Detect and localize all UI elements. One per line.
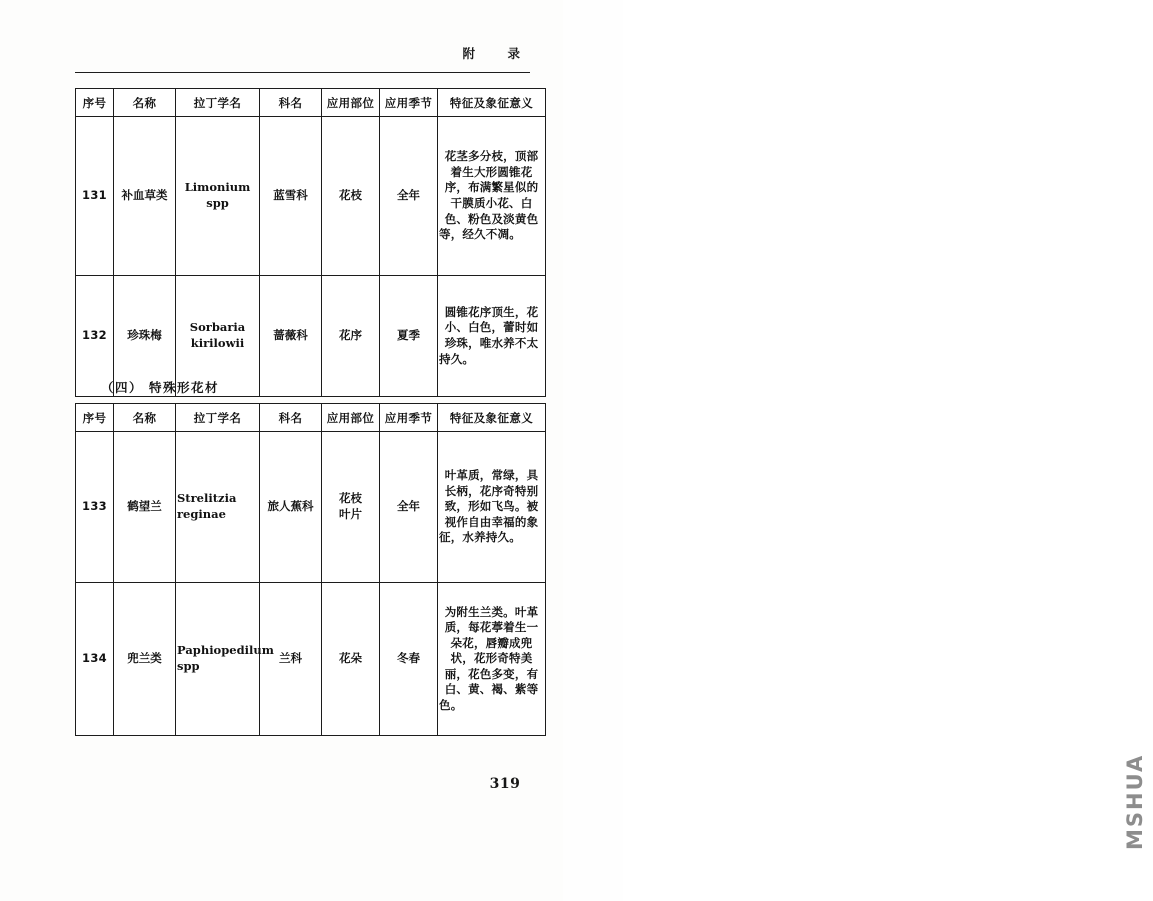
cell-family: 旅人蕉科 (260, 432, 322, 583)
column-header-family: 科名 (260, 404, 322, 432)
cell-no: 132 (76, 276, 114, 397)
table-row (76, 432, 546, 583)
table-header-row (76, 89, 546, 117)
column-header-latin: 拉丁学名 (176, 404, 260, 432)
section-title: 特殊形花材 (149, 380, 220, 395)
cell-latin: Limonium spp (176, 117, 260, 276)
section-heading (101, 378, 219, 396)
column-header-season: 应用季节 (380, 89, 438, 117)
cell-name: 珍珠梅 (114, 276, 176, 397)
column-header-part: 应用部位 (322, 89, 380, 117)
document-page (0, 0, 563, 901)
cell-family: 蓝雪科 (260, 117, 322, 276)
cell-season: 冬春 (380, 583, 438, 736)
cell-latin: Sorbaria kirilowii (176, 276, 260, 397)
cell-season: 夏季 (380, 276, 438, 397)
running-head: 附 录 (462, 46, 530, 61)
cell-part-line2: 叶片 (339, 507, 362, 521)
cell-family: 兰科 (260, 583, 322, 736)
cell-name: 兜兰类 (114, 583, 176, 736)
cell-part-line1: 花枝 (339, 491, 362, 506)
column-header-latin: 拉丁学名 (176, 89, 260, 117)
cell-description: 为附生兰类。叶革质，每花葶着生一朵花，唇瓣成兜状，花形奇特美丽，花色多变，有白、黄、褐、紫等色。 (438, 583, 546, 736)
column-header-no: 序号 (76, 89, 114, 117)
column-header-season: 应用季节 (380, 404, 438, 432)
table-row (76, 117, 546, 276)
cell-name: 鹤望兰 (114, 432, 176, 583)
page-number: 319 (489, 776, 521, 792)
column-header-desc: 特征及象征意义 (438, 89, 546, 117)
column-header-no: 序号 (76, 404, 114, 432)
cell-no: 134 (76, 583, 114, 736)
column-header-name: 名称 (114, 89, 176, 117)
cell-description: 叶革质，常绿，具长柄，花序奇特别致，形如飞鸟。被视作自由幸福的象征，水养持久。 (438, 432, 546, 583)
cell-name: 补血草类 (114, 117, 176, 276)
cell-season: 全年 (380, 117, 438, 276)
cell-latin: Paphiopedilum spp (176, 583, 260, 736)
cell-no: 131 (76, 117, 114, 276)
header-rule (75, 72, 530, 73)
cell-part: 花枝 (322, 117, 380, 276)
flower-material-table-1 (75, 88, 546, 397)
section-number: （四） (101, 380, 144, 395)
column-header-name: 名称 (114, 404, 176, 432)
cell-family: 蔷薇科 (260, 276, 322, 397)
table-header-row (76, 404, 546, 432)
watermark-text: MSHUA (1123, 753, 1147, 850)
cell-latin: Strelitzia reginae (176, 432, 260, 583)
cell-description: 花茎多分枝，顶部着生大形圆锥花序，布满繁星似的干膜质小花、白色、粉色及淡黄色等，经久不凋。 (438, 117, 546, 276)
column-header-family: 科名 (260, 89, 322, 117)
column-header-desc: 特征及象征意义 (438, 404, 546, 432)
cell-no: 133 (76, 432, 114, 583)
cell-part: 花朵 (322, 583, 380, 736)
cell-description: 圆锥花序顶生，花小、白色，蕾时如珍珠，唯水养不太持久。 (438, 276, 546, 397)
flower-material-table-2 (75, 403, 546, 736)
table-row (76, 583, 546, 736)
cell-part: 花序 (322, 276, 380, 397)
right-margin-strip (563, 0, 1147, 901)
cell-part (322, 432, 380, 583)
column-header-part: 应用部位 (322, 404, 380, 432)
cell-season: 全年 (380, 432, 438, 583)
